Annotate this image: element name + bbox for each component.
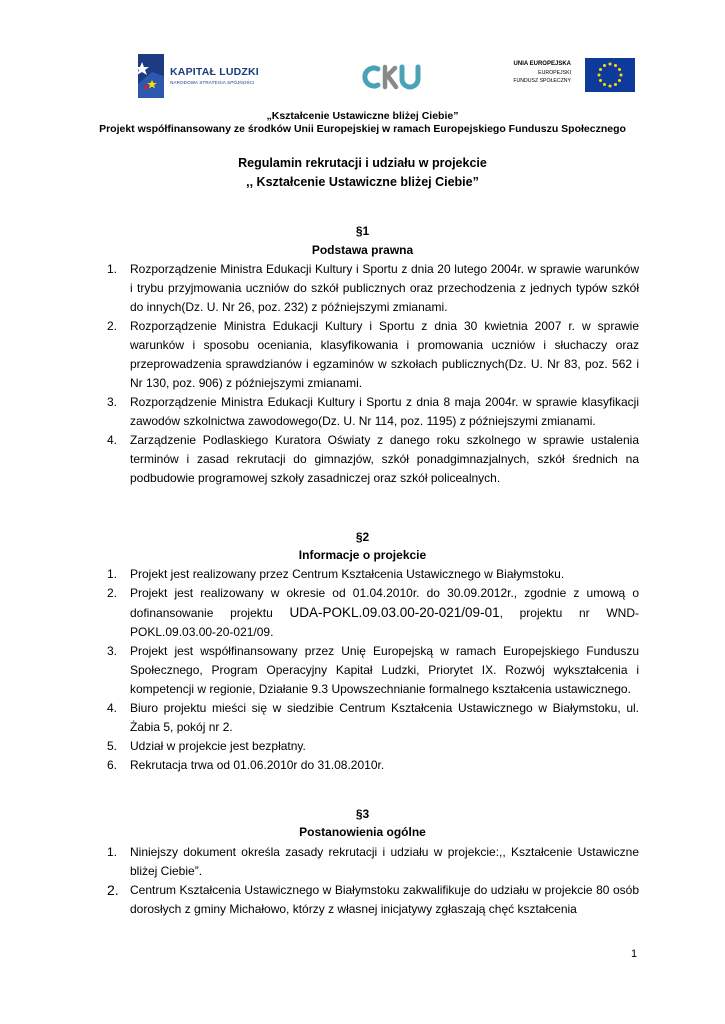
list-item: 3. Projekt jest współfinansowany przez Unię Europejską w ramach Europejskiego Funduszu Społecznego, Program Operacyjny Kapitał Ludzki, Priorytet IX. Rozwój wykształcenia i kompetencji w regionie, Działanie 9.3 Upowszechnianie formalnego kształcenia ustawicznego. [107, 644, 639, 696]
kapital-ludzki-subtitle: NARODOWA STRATEGIA SPÓJNOŚCI [170, 80, 255, 85]
list-item: 6. Rekrutacja trwa od 01.06.2010r do 31.08.2010r. [107, 758, 385, 772]
project-name: „Kształcenie Ustawiczne bliżej Ciebie” [266, 110, 459, 122]
section-3-symbol: §3 [355, 807, 370, 821]
section-1-symbol: §1 [355, 224, 370, 238]
kapital-ludzki-logo [138, 52, 273, 100]
kapital-ludzki-emblem-icon [138, 54, 164, 98]
list-item: 4. Zarządzenie Podlaskiego Kuratora Oświaty z danego roku szkolnego w sprawie ustalenia terminów i zasad rekrutacji do gimnazjów, szkół ponadgimnazjalnych, szkół średnich na podbudowie programowej szkoły zasadniczej oraz szkół policealnych. [107, 433, 639, 485]
section-2-symbol: §2 [355, 530, 370, 544]
section-3-list [107, 843, 639, 919]
kapital-ludzki-title: KAPITAŁ LUDZKI [170, 66, 259, 78]
document-title: Regulamin rekrutacji i udziału w projekcie [238, 156, 487, 170]
list-item: 2. Rozporządzenie Ministra Edukacji Kultury i Sportu z dnia 30 kwietnia 2007 r. w sprawie warunków i sposobu oceniania, klasyfikowania i promowania uczniów i słuchaczy oraz przeprowadzenia sprawdzianów i egzaminów w szkołach publicznych(Dz. U. Nr 83, poz. 562 i Nr 130, poz. 906) z późniejszymi zmianami. [107, 319, 639, 390]
list-item: 1. Rozporządzenie Ministra Edukacji Kultury i Sportu z dnia 20 lutego 2004r. w sprawie warunków i trybu przyjmowania uczniów do szkół publicznych oraz przechodzenia z jednych typów szkół do innych(Dz. U. Nr 26, poz. 232) z późniejszymi zmianami. [107, 262, 639, 314]
section-2-heading: Informacje o projekcie [298, 548, 427, 562]
document-subtitle: ,, Kształcenie Ustawiczne bliżej Ciebie” [246, 175, 479, 189]
eu-line1: UNIA EUROPEJSKA [513, 61, 571, 67]
section-2-list [107, 565, 639, 775]
eu-line3: FUNDUSZ SPOŁECZNY [513, 78, 571, 84]
section-3-heading: Postanowienia ogólne [299, 825, 426, 839]
list-item: 1. Niniejszy dokument określa zasady rekrutacji i udziału w projekcie:,, Kształcenie Ustawiczne bliżej Ciebie”. [107, 845, 639, 878]
list-item: 4. Biuro projektu mieści się w siedzibie Centrum Kształcenia Ustawicznego w Białymstoku, ul. Żabia 5, pokój nr 2. [107, 701, 639, 734]
eu-logo [500, 58, 635, 96]
section-1-list [107, 260, 639, 488]
list-item: 1. Projekt jest realizowany przez Centrum Kształcenia Ustawicznego w Białymstoku. [107, 567, 565, 581]
section-1-heading: Podstawa prawna [311, 243, 414, 257]
project-funding: Projekt współfinansowany ze środków Unii Europejskiej w ramach Europejskiego Funduszu Społecznego [99, 123, 626, 135]
cku-logo [362, 64, 422, 90]
eu-flag-icon [585, 58, 635, 92]
eu-line2: EUROPEJSKI [538, 70, 571, 76]
page-number: 1 [631, 948, 638, 960]
list-item: 2. Projekt jest realizowany w okresie od 01.04.2010r. do 30.09.2012r., zgodnie z umową o dofinansowanie projektu UDA-POKL.09.03.00-20-021/09-01, projektu nr WND-POKL.09.03.00-20-021/09. [107, 586, 639, 639]
list-item: 3. Rozporządzenie Ministra Edukacji Kultury i Sportu z dnia 8 maja 2004r. w sprawie klasyfikacji zawodów szkolnictwa zawodowego(Dz. U. Nr 114, poz. 1195) z późniejszymi zmianami. [107, 395, 639, 428]
cku-logo-text: CKU [362, 64, 365, 65]
list-item: 2. Centrum Kształcenia Ustawicznego w Białymstoku zakwalifikuje do udziału w projekcie 80 osób dorosłych z gminy Michałowo, którzy z własnej inicjatywy zgłaszają chęć kształcenia [107, 882, 639, 916]
list-item: 5. Udział w projekcie jest bezpłatny. [107, 739, 306, 753]
